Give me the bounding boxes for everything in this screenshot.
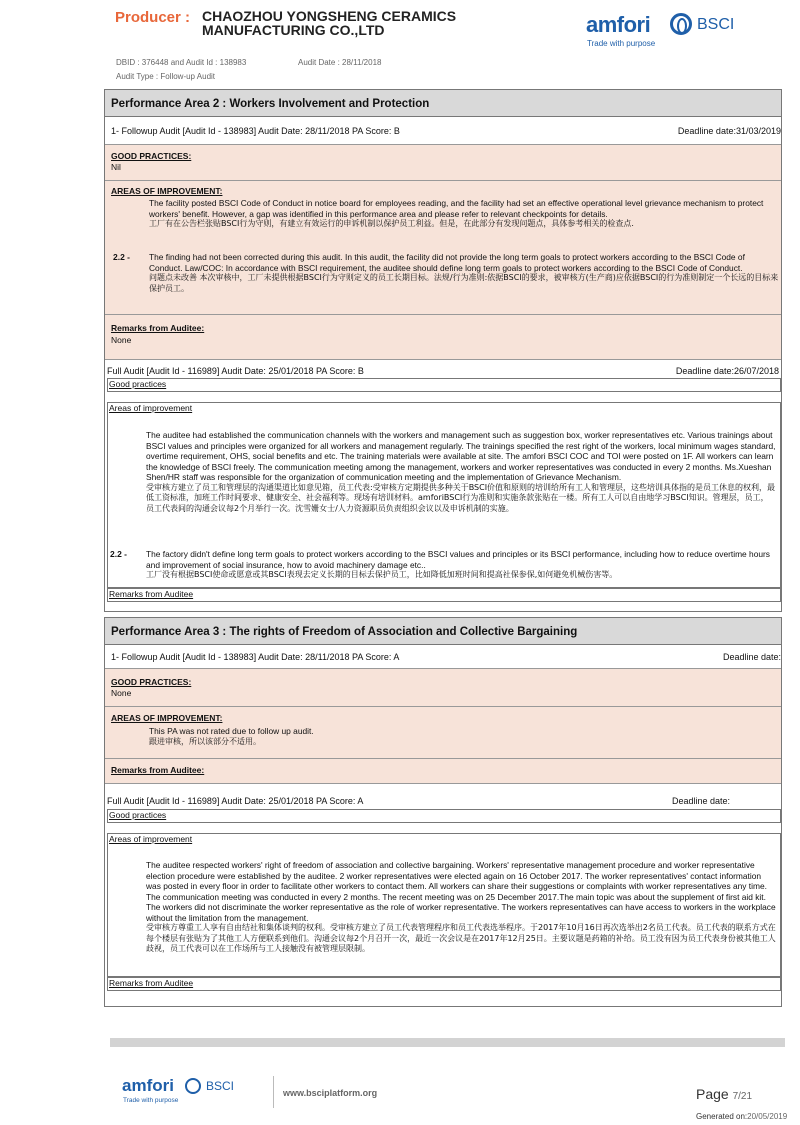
page-header [0, 0, 800, 90]
pa3-remarks [105, 758, 781, 784]
pa3-full-aoi-item-1 [146, 860, 776, 955]
item-cn: 受审核方尊重工人享有自由结社和集体谈判的权利。受审核方建立了员工代表管理程序和员工代表选举程序。于2017年10月16日再次选举出2名员工代表。员工代表的联系方式在每个楼层有张贴为了其他工人方便联系到他们。沟通会议每2个月召开一次，最近一次会议是在2017年12月25日。主要议题是药箱的补给。员工没有因为员工代表身份被其他工人歧视，员工代表可以在工作场所与工人接触没有被管理层限制。 [146, 923, 776, 953]
remarks-title: Remarks from Auditee: [111, 323, 205, 333]
footer-divider-bar [110, 1038, 785, 1047]
item-en: The auditee respected workers' right of freedom of association and collective bargaining. Workers' representative management procedure and worker representative election procedure were established by the auditee. 2 worker representatives were elected again on 16 October 2017. The worker representatives' contact information was posted in every floor in order to facilitate other workers to contact them. All workers can share their suggestions or complaints with worker representatives any time. The communication meeting was conducted in every 2 months. The recent meeting was on 25 December 2017.The main topic was about the supplement of first aid kit. The workers did not discriminate the worker representative as the role of worker representative. The workers representatives can have access to workers in the workplace without the limitation from the management. [146, 860, 776, 923]
pa2-followup-deadline: Deadline date:31/03/2019 [677, 126, 781, 136]
item-en: The factory didn't define long term goals to protect workers according to the BSCI values and principles or its BSCI performance, including how to reduce overtime hours and improvement of social insurance, how to avoid machinery damage etc.. [146, 549, 770, 570]
pa2-followup-text: 1- Followup Audit [Audit Id - 138983] Audit Date: 28/11/2018 PA Score: B [111, 126, 400, 136]
pa3-aoi-item-1 [149, 726, 779, 747]
pa3-full-audit-text: Full Audit [Audit Id - 116989] Audit Date: 25/01/2018 PA Score: A [107, 796, 364, 806]
item-cn: 工厂没有根据BSCI使命或愿意或其BSCI表现去定义长期的目标去保护员工，比如降低加班时间和提高社保参保,如何避免机械伤害等。 [146, 570, 618, 579]
good-practices-title: GOOD PRACTICES: [111, 677, 192, 687]
generated-on [696, 1112, 787, 1121]
item-en: This PA was not rated due to follow up audit. [149, 726, 314, 736]
pa2-remarks [105, 314, 781, 360]
label: Areas of improvement [109, 834, 193, 844]
logo-ring-icon [670, 13, 692, 35]
pa2-full-good-practices [107, 378, 781, 392]
pa2-full-aoi-item-1 [146, 430, 776, 514]
pa2-full-aoi-box [107, 402, 781, 588]
page-label: Page [696, 1086, 729, 1102]
audit-date-text: Audit Date : 28/11/2018 [298, 58, 382, 67]
page-number [696, 1086, 752, 1102]
logo-bsci: BSCI [697, 16, 735, 33]
logo-tagline: Trade with purpose [587, 39, 656, 48]
item-cn: 工厂有在公告栏张贴BSCI行为守则，有建立有效运行的申诉机制以保护员工利益。但是，在此部分有发现问题点，具体参考相关的检查点. [149, 219, 634, 228]
footer-website-link[interactable]: www.bsciplatform.org [283, 1088, 378, 1098]
logo-word: amfori [586, 12, 651, 37]
pa3-followup-deadline: Deadline date: [722, 652, 781, 662]
good-practices-title: GOOD PRACTICES: [111, 151, 192, 161]
generated-label: Generated on: [696, 1112, 748, 1121]
audit-ids [116, 58, 382, 67]
producer-name: CHAOZHOU YONGSHENG CERAMICS MANUFACTURING CO.,LTD [202, 8, 457, 38]
pa2-areas-of-improvement [105, 180, 781, 314]
audit-type-text: Audit Type : Follow-up Audit [116, 72, 216, 81]
pa2-title: Performance Area 2 : Workers Involvement and Protection [104, 89, 782, 117]
label: Areas of improvement [109, 403, 193, 413]
remarks-title: Remarks from Auditee: [111, 765, 205, 775]
dbid-text: DBID : 376448 and Audit Id : 138983 [116, 58, 247, 67]
aoi-title: AREAS OF IMPROVEMENT: [111, 713, 223, 723]
item-en: The auditee had established the communication channels with the workers and management such as suggestion box, worker representatives etc. Various trainings about BSCI values and principles were organized for all workers and management regularly. The trainings specified the rest right of the workers, local minimum wages standard, overtime requirement, OHS, social benefits and etc. The training materials were available at site. The amfori BSCI COC and TOI were posted on 1F. All workers can learn the knowledge of BSCI freely. The communication meeting among the management, workers and worker representatives was conducted in every 2 months. Ms.Xueshan Shen/HR staff was responsible for the organization of communication meeting and the implementation of Grievance Mechanism. [146, 430, 776, 482]
item-cn: 跟进审核，所以该部分不适用。 [149, 736, 261, 746]
pa3-full-remarks [107, 977, 781, 991]
item-en: The finding had not been corrected during this audit. In this audit, the facility did not provide the long term goals to protect workers according to the BSCI Code of Conduct. Law/COC: In accordance with BSCI requirement, the auditee should define long term goals to protect workers according to the BSCI Code of Conduct. [149, 252, 745, 273]
label: Remarks from Auditee [109, 978, 194, 988]
producer-label: Producer : [115, 9, 191, 26]
pa2-full-aoi-item-2 [146, 549, 776, 581]
pa2-followup-row [105, 126, 781, 136]
pa2-full-aoi-item-2-number: 2.2 - [110, 549, 128, 559]
amfori-logo [586, 12, 746, 52]
pa3-full-aoi-box [107, 833, 781, 977]
pa2-full-remarks [107, 588, 781, 602]
item-cn: 问题点未改善 本次审核中，工厂未提供根据BSCI行为守则定义的员工长期目标。法规/行为准则:依据BSCI的要求，被审核方(生产商)应依据BSCI的行为准则制定一个长远的目标来保护员工。 [149, 273, 779, 293]
logo-word: amfori [122, 1076, 174, 1095]
pa2-good-practices [105, 144, 781, 182]
label: Remarks from Auditee [109, 589, 194, 599]
pa2-full-deadline: Deadline date:26/07/2018 [675, 366, 779, 376]
good-practices-value: Nil [111, 162, 121, 172]
item-cn: 受审核方建立了员工和管理层的沟通渠道比如意见箱，员工代表:受审核方定期提供多种关于BSCI价值和原则的培训给所有工人和管理层，这些培训具体指的是员工休息的权利，最低工资标准，加班工作时间要求、健康安全、社会福利等。现场有培训材料。amforiBSCI行为准则和实施条款张贴在一楼。所有工人可以自由地学习BSCI知识。管理层，员工，员工代表间的沟通会议每2个月举行一次。沈雪姗女士/人力资源职员负责组织会议以及申诉机制的实施。 [146, 482, 776, 513]
pa3-full-audit-row [107, 796, 782, 806]
pa3-areas-of-improvement [105, 706, 781, 758]
pa2-full-audit-text: Full Audit [Audit Id - 116989] Audit Date: 25/01/2018 PA Score: B [107, 366, 364, 376]
pa3-followup-text: 1- Followup Audit [Audit Id - 138983] Audit Date: 28/11/2018 PA Score: A [111, 652, 400, 662]
page-num: 7/21 [732, 1091, 753, 1102]
pa3-good-practices [105, 668, 781, 706]
pa3-title: Performance Area 3 : The rights of Freedom of Association and Collective Bargaining [104, 617, 782, 645]
label: Good practices [109, 810, 167, 820]
good-practices-value: None [111, 688, 132, 698]
footer-amfori-logo [122, 1076, 272, 1110]
footer-vertical-divider [273, 1076, 274, 1108]
item-en: The facility posted BSCI Code of Conduct in notice board for employees reading, and the facility had set an effective operational level grievance mechanism to protect workers' benefit. However, a gap was identified in this performance area and please refer to relevant checkpoints for details. [149, 198, 764, 219]
pa2-aoi-item-1 [149, 198, 779, 230]
remarks-value: None [111, 335, 132, 345]
pa3-full-good-practices [107, 809, 781, 823]
label: Good practices [109, 379, 167, 389]
logo-tagline: Trade with purpose [123, 1097, 179, 1104]
generated-date: 20/05/2019 [747, 1112, 788, 1121]
aoi-title: AREAS OF IMPROVEMENT: [111, 186, 223, 196]
pa3-full-deadline: Deadline date: [671, 796, 730, 806]
logo-ring-icon [185, 1078, 201, 1094]
pa2-aoi-item-2 [149, 252, 779, 294]
logo-bsci: BSCI [206, 1079, 235, 1093]
pa2-full-audit-row [107, 366, 782, 376]
pa3-followup-row [105, 652, 781, 662]
pa2-aoi-item-2-number: 2.2 - [113, 252, 131, 262]
